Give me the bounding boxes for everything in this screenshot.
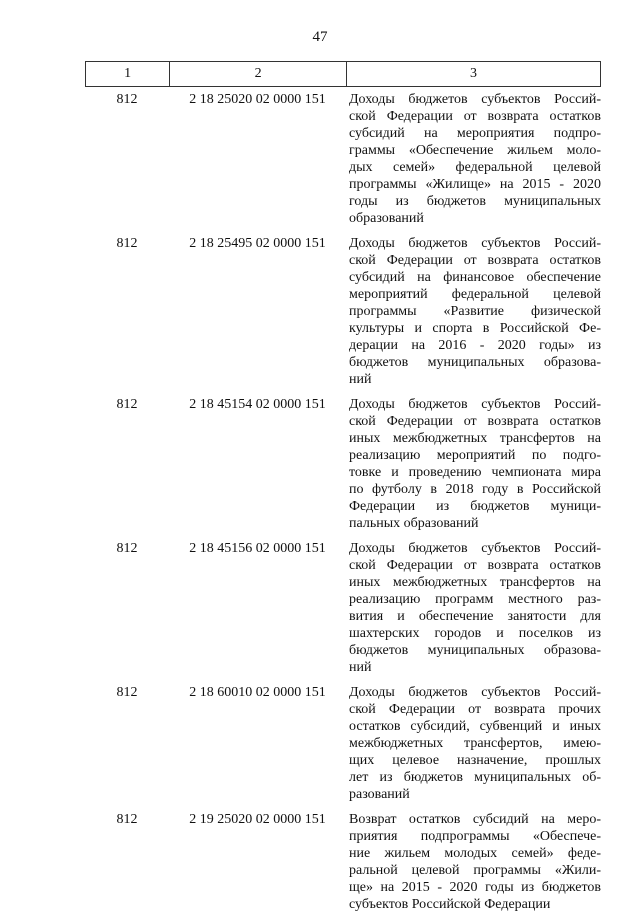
description-line: вития и обеспечение занятости для [349, 609, 601, 624]
description-line: программы «Жилище» на 2015 - 2020 [349, 177, 601, 192]
description-line: остатков субсидий, субвенций и иных [349, 719, 601, 734]
table-header-row [85, 61, 601, 87]
header-col-3: 3 [347, 62, 601, 86]
description-line: ской Федерации от возврата остатков [349, 109, 601, 124]
budget-classification-code-cell: 2 18 45156 02 0000 151 [189, 541, 326, 556]
description-line: пальных образований [349, 516, 479, 531]
description-line: Доходы бюджетов субъектов Россий- [349, 685, 601, 700]
description-line: разований [349, 787, 410, 802]
table-row [85, 396, 601, 532]
budget-classification-code-cell: 2 18 45154 02 0000 151 [189, 397, 326, 412]
description-line: культуры и спорта в Российской Фе- [349, 321, 601, 336]
description-line: субъектов Российской Федерации [349, 897, 551, 912]
description-line: Федерации из бюджетов муници- [349, 499, 601, 514]
admin-code-cell: 812 [116, 685, 138, 700]
description-line: иных межбюджетных трансфертов на [349, 575, 601, 590]
budget-code-table [85, 61, 601, 921]
description-line: щих целевое назначение, прошлых [349, 753, 601, 768]
description-line: ний [349, 660, 372, 675]
header-col-2: 2 [170, 62, 347, 86]
description-line: лет из бюджетов муниципальных об- [349, 770, 601, 785]
admin-code-cell: 812 [116, 541, 138, 556]
description-line: межбюджетных трансфертов, имею- [349, 736, 601, 751]
description-line: ской Федерации от возврата остатков [349, 253, 601, 268]
page-number: 47 [312, 29, 328, 45]
header-col-1: 1 [86, 62, 170, 86]
description-line: Доходы бюджетов субъектов Россий- [349, 397, 601, 412]
description-line: Доходы бюджетов субъектов Россий- [349, 92, 601, 107]
description-line: годы из бюджетов муниципальных [349, 194, 601, 209]
description-line: ние жильем молодых семей» феде- [349, 846, 601, 861]
description-line: товке и проведению чемпионата мира [349, 465, 601, 480]
description-line: ний [349, 372, 372, 387]
description-line: дерации на 2016 - 2020 годы» из [349, 338, 601, 353]
budget-classification-code-cell: 2 18 25495 02 0000 151 [189, 236, 326, 251]
description-cell [346, 684, 601, 803]
description-line: ральной целевой программы «Жили- [349, 863, 601, 878]
description-line: шахтерских городов и поселков из [349, 626, 601, 641]
description-line: образований [349, 211, 424, 226]
description-line: субсидий на финансовое обеспечение [349, 270, 601, 285]
admin-code-cell: 812 [116, 92, 138, 107]
description-cell [346, 811, 601, 913]
admin-code-cell: 812 [116, 397, 138, 412]
budget-classification-code-cell: 2 18 25020 02 0000 151 [189, 92, 326, 107]
description-cell [346, 91, 601, 227]
description-cell [346, 235, 601, 388]
description-cell [346, 396, 601, 532]
description-line: реализацию программ местного раз- [349, 592, 601, 607]
table-body [85, 91, 601, 913]
description-line: ской Федерации от возврата остатков [349, 414, 601, 429]
description-line: программы «Развитие физической [349, 304, 601, 319]
table-row [85, 811, 601, 913]
description-line: Доходы бюджетов субъектов Россий- [349, 236, 601, 251]
budget-classification-code-cell: 2 19 25020 02 0000 151 [189, 812, 326, 827]
table-row [85, 91, 601, 227]
description-line: по футболу в 2018 году в Российской [349, 482, 601, 497]
description-cell [346, 540, 601, 676]
admin-code-cell: 812 [116, 812, 138, 827]
description-line: граммы «Обеспечение жильем моло- [349, 143, 601, 158]
description-line: иных межбюджетных трансфертов на [349, 431, 601, 446]
admin-code-cell: 812 [116, 236, 138, 251]
description-line: мероприятий федеральной целевой [349, 287, 601, 302]
description-line: ще» на 2015 - 2020 годы из бюджетов [349, 880, 601, 895]
description-line: ской Федерации от возврата остатков [349, 558, 601, 573]
description-line: приятия подпрограммы «Обеспече- [349, 829, 601, 844]
description-line: реализацию мероприятий по подго- [349, 448, 601, 463]
budget-classification-code-cell: 2 18 60010 02 0000 151 [189, 685, 326, 700]
description-line: бюджетов муниципальных образова- [349, 355, 601, 370]
description-line: Возврат остатков субсидий на меро- [349, 812, 601, 827]
table-row [85, 540, 601, 676]
description-line: дых семей» федеральной целевой [349, 160, 601, 175]
table-row [85, 235, 601, 388]
description-line: ской Федерации от возврата прочих [349, 702, 601, 717]
description-line: бюджетов муниципальных образова- [349, 643, 601, 658]
description-line: Доходы бюджетов субъектов Россий- [349, 541, 601, 556]
description-line: субсидий на мероприятия подпро- [349, 126, 601, 141]
table-row [85, 684, 601, 803]
